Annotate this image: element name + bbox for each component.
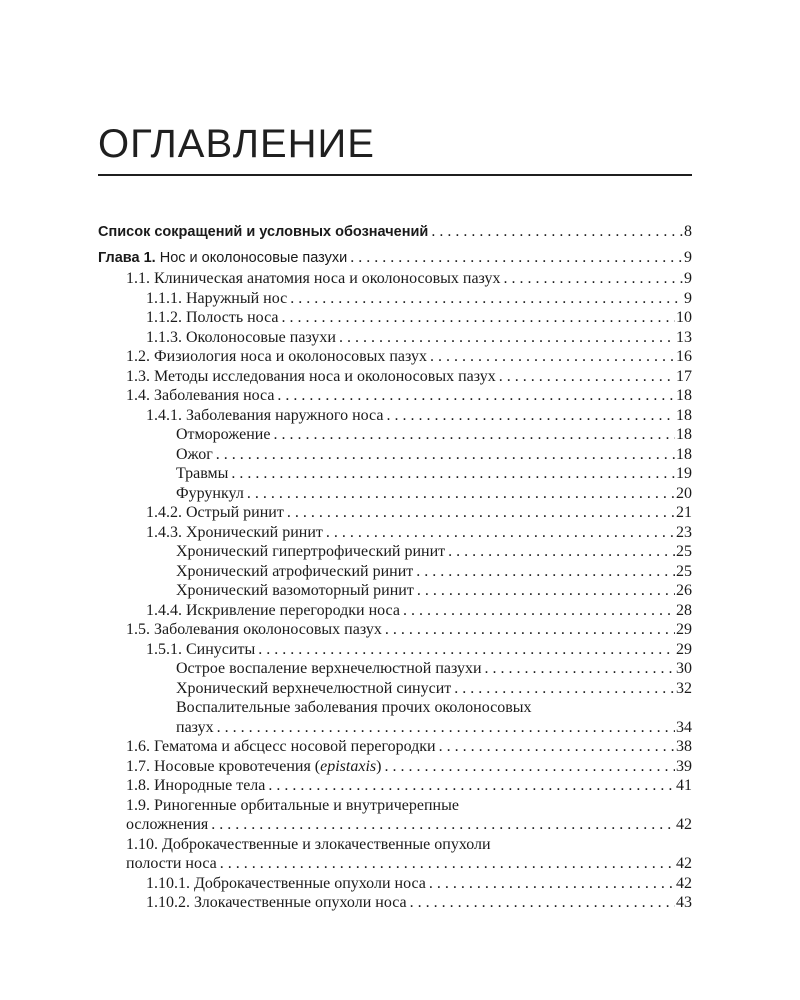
toc-entry-1-6[interactable] [98, 737, 692, 757]
dot-leader [211, 815, 675, 835]
toc-page-number: 30 [676, 660, 692, 677]
toc-entry-text: 1.2. Физиология носа и околоносовых пазух [126, 348, 428, 365]
dot-leader [268, 776, 675, 796]
toc-page-number: 18 [676, 426, 692, 443]
dot-leader [273, 425, 675, 445]
toc-entry-1-5-1[interactable] [98, 640, 692, 660]
toc-entry-1-8[interactable] [98, 776, 692, 796]
toc-entry-1-1-3[interactable] [98, 328, 692, 348]
dot-leader [385, 620, 675, 640]
dot-leader [350, 248, 683, 268]
dot-leader [217, 718, 675, 738]
dot-leader [431, 222, 683, 242]
toc-page-number: 25 [676, 562, 692, 580]
dot-leader [247, 484, 675, 504]
toc-page-number: 9 [684, 248, 692, 266]
toc-page-number: 43 [676, 894, 692, 911]
dot-leader [386, 406, 675, 426]
dot-leader [410, 893, 675, 913]
toc-page-number: 23 [676, 523, 692, 541]
toc-entry-text: Хронический верхнечелюстной синусит [176, 679, 452, 697]
toc-entry-acute-maxillary[interactable] [98, 659, 692, 679]
toc-page-number: 25 [676, 543, 692, 560]
toc-page-number: 38 [676, 738, 692, 755]
toc-entry-vasomotor-rhinitis[interactable] [98, 581, 692, 601]
dot-leader [430, 347, 675, 367]
toc-entry-text: Острое воспаление верхнечелюстной пазухи [176, 660, 482, 677]
dot-leader [290, 289, 683, 309]
dot-leader [429, 874, 675, 894]
dot-leader [216, 445, 675, 465]
toc-entry-text: осложнения [126, 816, 209, 833]
dot-leader [439, 737, 675, 757]
toc-entry-trauma[interactable] [98, 464, 692, 484]
title-divider [98, 174, 692, 176]
toc-entry-text: Нос и околоносовые пазухи [159, 249, 348, 266]
toc-entry-1-5[interactable] [98, 620, 692, 640]
toc-entry-text-line: Воспалительные заболевания прочих околоносовых [176, 699, 532, 716]
toc-page-number: 26 [676, 582, 692, 599]
toc-entry-hypertrophic-rhinitis[interactable] [98, 542, 692, 562]
toc-entry-text: Список сокращений и условных обозначений [98, 224, 429, 240]
toc-entry-chronic-maxillary[interactable] [98, 679, 692, 699]
toc-page-number: 18 [676, 445, 692, 463]
toc-page-number: 21 [676, 504, 692, 521]
toc-entry-text: Травмы [176, 465, 229, 482]
toc-entry-1-10[interactable] [98, 835, 692, 874]
toc-entry-text: 1.1.2. Полость носа [146, 309, 279, 326]
toc-entry-1-7[interactable] [98, 757, 692, 777]
toc-entry-text: 1.6. Гематома и абсцесс носовой перегородки [126, 738, 436, 755]
dot-leader [326, 523, 675, 543]
toc-page-number: 29 [676, 621, 692, 638]
toc-page-number: 20 [676, 484, 692, 502]
toc-page-number: 17 [676, 367, 692, 385]
toc-page-number: 13 [676, 328, 692, 346]
toc-page-number: 28 [676, 601, 692, 619]
dot-leader [339, 328, 675, 348]
page-title: ОГЛАВЛЕНИЕ [98, 122, 375, 166]
toc-entry-text: Отморожение [176, 426, 271, 443]
toc-entry-1-10-1[interactable] [98, 874, 692, 894]
toc-entry-1-9[interactable] [98, 796, 692, 835]
toc-page-number: 34 [676, 718, 692, 736]
dot-leader [499, 367, 675, 387]
toc-entry-1-1-1[interactable] [98, 289, 692, 309]
toc-page-number: 42 [676, 874, 692, 892]
toc-entry-text-line: 1.10. Доброкачественные и злокачественные опухоли [126, 835, 491, 853]
toc-entry-other-sinuses[interactable] [98, 698, 692, 737]
dot-leader [277, 386, 675, 406]
toc-page-number: 18 [676, 387, 692, 404]
dot-leader [454, 679, 675, 699]
toc-page-number: 39 [676, 757, 692, 775]
toc-page-number: 19 [676, 465, 692, 482]
toc-entry-text: 1.5.1. Синуситы [146, 640, 256, 658]
toc-page-number: 42 [676, 855, 692, 872]
toc-entry-abbreviations[interactable] [98, 222, 692, 242]
toc-entry-text: 1.5. Заболевания околоносовых пазух [126, 621, 382, 638]
dot-leader [504, 269, 683, 289]
toc-entry-1-10-2[interactable] [98, 893, 692, 913]
dot-leader [417, 581, 675, 601]
dot-leader [416, 562, 675, 582]
toc-entry-text: 1.4. Заболевания носа [126, 387, 275, 404]
toc-entry-text-end: ) [376, 757, 382, 775]
toc-entry-text: Ожог [176, 445, 213, 463]
toc-entry-text: пазух [176, 718, 214, 736]
table-of-contents [98, 222, 692, 913]
toc-page-number: 42 [676, 816, 692, 833]
toc-entry-text: Хронический вазомоторный ринит [176, 582, 414, 599]
dot-leader [281, 308, 675, 328]
toc-entry-text: Хронический гипертрофический ринит [176, 543, 446, 560]
toc-entry-burn[interactable] [98, 445, 692, 465]
toc-entry-1-4-3[interactable] [98, 523, 692, 543]
chapter-label: Глава 1. [98, 249, 156, 266]
toc-page-number: 8 [684, 223, 692, 240]
toc-entry-text: 1.10.1. Доброкачественные опухоли носа [146, 874, 426, 892]
toc-entry-1-1[interactable] [98, 269, 692, 289]
dot-leader [384, 757, 675, 777]
toc-entry-text: 1.1.1. Наружный нос [146, 289, 288, 307]
toc-entry-text: 1.10.2. Злокачественные опухоли носа [146, 894, 407, 911]
toc-entry-furuncle[interactable] [98, 484, 692, 504]
dot-leader [287, 503, 675, 523]
dot-leader [258, 640, 675, 660]
toc-entry-text-line: 1.9. Риногенные орбитальные и внутричерепные [126, 796, 459, 814]
toc-entry-text: 1.4.3. Хронический ринит [146, 523, 323, 541]
toc-entry-1-4-1[interactable] [98, 406, 692, 426]
toc-entry-1-4-2[interactable] [98, 503, 692, 523]
toc-entry-1-3[interactable] [98, 367, 692, 387]
toc-page-number: 41 [676, 777, 692, 794]
toc-entry-text: 1.1. Клиническая анатомия носа и околоносовых пазух [126, 270, 501, 287]
toc-entry-atrophic-rhinitis[interactable] [98, 562, 692, 582]
toc-entry-1-1-2[interactable] [98, 308, 692, 328]
toc-entry-text: Хронический атрофический ринит [176, 562, 414, 580]
toc-entry-text: 1.1.3. Околоносовые пазухи [146, 328, 336, 346]
toc-page-number: 9 [684, 289, 692, 307]
toc-page-number: 16 [676, 348, 692, 365]
latin-term: epistaxis [320, 757, 377, 775]
toc-entry-text: 1.3. Методы исследования носа и околоносовых пазух [126, 367, 496, 385]
toc-entry-1-4[interactable] [98, 386, 692, 406]
toc-entry-chapter-1[interactable] [98, 248, 692, 268]
dot-leader [220, 854, 675, 874]
toc-entry-text: Фурункул [176, 484, 244, 502]
dot-leader [403, 601, 675, 621]
toc-entry-frostbite[interactable] [98, 425, 692, 445]
toc-page-number: 18 [676, 406, 692, 424]
toc-entry-text: 1.4.1. Заболевания наружного носа [146, 406, 384, 424]
toc-entry-1-4-4[interactable] [98, 601, 692, 621]
toc-entry-text: 1.8. Инородные тела [126, 777, 266, 794]
dot-leader [448, 542, 675, 562]
dot-leader [485, 659, 675, 679]
toc-page-number: 10 [676, 309, 692, 326]
toc-page-number: 32 [676, 679, 692, 697]
toc-entry-text: 1.4.4. Искривление перегородки носа [146, 601, 400, 619]
toc-entry-text: полости носа [126, 855, 217, 872]
dot-leader [231, 464, 675, 484]
toc-entry-text: 1.4.2. Острый ринит [146, 504, 284, 521]
toc-entry-1-2[interactable] [98, 347, 692, 367]
toc-entry-text: 1.7. Носовые кровотечения ( [126, 757, 321, 775]
toc-page-number: 9 [684, 270, 692, 287]
toc-page-number: 29 [676, 640, 692, 658]
